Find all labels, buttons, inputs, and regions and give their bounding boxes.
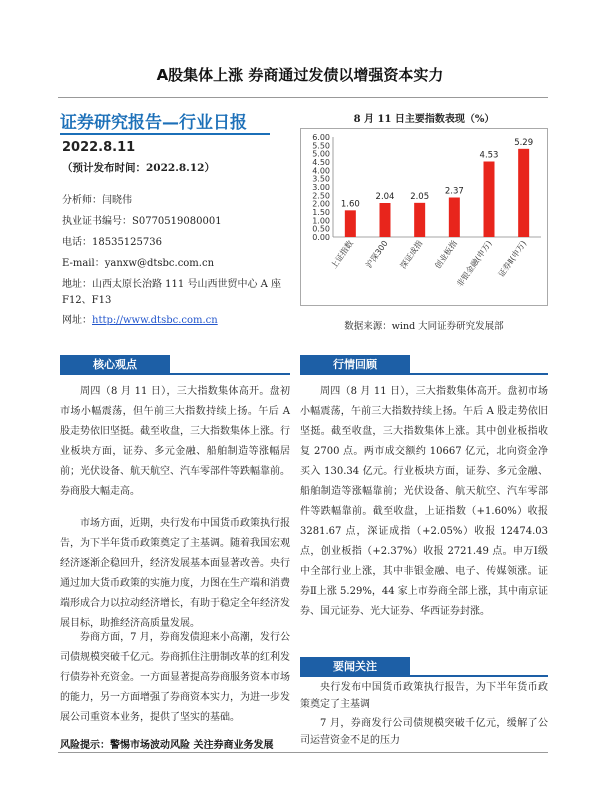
license-number: 执业证书编号：S0770519080001 xyxy=(62,216,222,227)
address-line-1: 地址：山西太原长治路 111 号山西世贸中心 A 座 xyxy=(62,279,282,290)
chart-title: 8 月 11 日主要指数表现（%） xyxy=(353,114,495,125)
website-label: 网址： xyxy=(62,315,92,326)
section-core-view: 核心观点 xyxy=(60,355,170,374)
y-tick-label: 6.00 xyxy=(312,133,330,142)
bar xyxy=(449,198,460,238)
news-item-2: 7 月，券商发行公司债规模突破千亿元，缓解了公司运营资金不足的压力 xyxy=(300,718,548,746)
y-tick-label: 3.00 xyxy=(312,183,330,192)
market-paragraph: 周四（8 月 11 日），三大指数集体高开。盘初市场小幅震荡，午前三大指数持续上扬。午后 A 股走势依旧坚挺。截至收盘，三大指数集体上涨。其中创业板指收复 2700 点。两市成交额约 10667 亿元，北向资金净买入 130.34 亿元。行业板块方面，证券、多元金融、船舶制造等涨幅靠前；光伏设备、航天航空、汽车零部件等跌幅靠前。截至收盘，上证指数（+1.60%）收报 3281.67 点，深证成指（+2.05%）收报 12474.03 点，创业板指（+2.37%）收报 2721.49 点。申万Ⅰ级中全部行业上涨，其中非银金融、电子、传媒领涨。证券Ⅱ上涨 5.29%，44 家上市券商全部上涨，其中南京证券、国元证券、光大证券、华西证券封涨。 xyxy=(300,386,548,617)
website-link[interactable]: http://www.dtsbc.com.cn xyxy=(92,315,218,326)
footer-divider xyxy=(58,752,548,753)
section-market-review: 行情回顾 xyxy=(300,355,410,374)
report-type: 证券研究报告—行业日报 xyxy=(60,113,247,133)
y-tick-label: 0.00 xyxy=(312,233,330,242)
report-type-divider xyxy=(60,133,270,135)
news-rule xyxy=(300,675,548,677)
risk-warning: 风险提示：警惕市场波动风险 关注券商业务发展 xyxy=(60,740,274,751)
x-tick-label: 沪深300 xyxy=(364,238,390,270)
data-label: 4.53 xyxy=(479,150,499,161)
y-tick-label: 2.00 xyxy=(312,199,330,209)
data-label: 5.29 xyxy=(514,137,534,148)
y-tick-label: 2.50 xyxy=(312,191,330,201)
email: E-mail：yanxw@dtsbc.com.cn xyxy=(62,258,215,269)
bar xyxy=(345,210,356,237)
news-item-1: 央行发布中国货币政策执行报告，为下半年货币政策奠定了主基调 xyxy=(300,682,548,710)
x-tick-label: 证券Ⅱ(申万) xyxy=(496,238,529,279)
section-news: 要闻关注 xyxy=(300,657,410,676)
bar xyxy=(414,203,425,237)
chart-source: 数据来源：wind 大同证券研究发展部 xyxy=(344,321,504,332)
market-review-rule xyxy=(300,373,548,375)
y-tick-label: 3.50 xyxy=(312,174,330,184)
title-divider xyxy=(58,97,548,98)
page-title: A股集体上涨 券商通过发债以增强资本实力 xyxy=(156,66,444,84)
y-tick-label: 1.50 xyxy=(312,208,330,217)
y-tick-label: 4.00 xyxy=(312,166,330,176)
y-tick-label: 4.50 xyxy=(312,158,330,167)
x-tick-label: 非银金融(申万) xyxy=(455,238,494,289)
core-paragraph-2: 市场方面，近期，央行发布中国货币政策执行报告，为下半年货币政策奠定了主基调。随着我国宏观经济逐渐企稳回升，经济发展基本面显著改善。央行通过加大货币政策的实施力度，力图在生产端和消费端形成合力以拉动经济增长，有助于稳定全年经济发展目标，助推经济高质量发展。 xyxy=(60,518,290,629)
publish-time: （预计发布时间：2022.8.12） xyxy=(62,162,215,174)
data-label: 2.37 xyxy=(444,186,464,197)
website xyxy=(62,314,218,328)
data-label: 1.60 xyxy=(340,199,360,210)
phone: 电话：18535125736 xyxy=(62,237,162,248)
y-tick-label: 1.00 xyxy=(312,216,330,226)
report-date: 2022.8.11 xyxy=(62,140,136,155)
x-tick-label: 深证成指 xyxy=(398,238,425,271)
data-label: 2.05 xyxy=(410,191,430,202)
bar xyxy=(484,162,495,238)
bar xyxy=(380,203,391,237)
y-tick-label: 5.00 xyxy=(312,149,330,159)
core-paragraph-1: 周四（8 月 11 日），三大指数集体高开。盘初市场小幅震荡，但午前三大指数持续上扬。午后 A 股走势依旧坚挺。截至收盘，三大指数集体上涨。行业板块方面，证券、多元金融、船舶制造等涨幅居前；光伏设备、航天航空、汽车零部件等跌幅靠前。券商股大幅走高。 xyxy=(60,386,290,497)
address-line-2: F12、F13 xyxy=(62,295,112,306)
bar-chart xyxy=(301,129,547,305)
y-tick-label: 5.50 xyxy=(312,141,330,151)
data-label: 2.04 xyxy=(375,192,395,202)
core-view-rule xyxy=(60,373,290,375)
core-paragraph-3: 券商方面，7 月，券商发债迎来小高潮，发行公司债规模突破千亿元。券商抓住注册制改革的红利发行债券补充资金。一方面显著提高券商服务资本市场的能力，另一方面增强了券商资本实力，为进一步发展公司重资本业务，提供了坚实的基础。 xyxy=(60,632,290,723)
y-tick-label: 0.50 xyxy=(312,224,330,234)
analyst: 分析师：闫晓伟 xyxy=(62,195,132,206)
chart-frame xyxy=(300,128,548,306)
x-tick-label: 创业板指 xyxy=(433,238,459,271)
bar xyxy=(518,149,529,237)
x-tick-label: 上证指数 xyxy=(329,238,355,271)
